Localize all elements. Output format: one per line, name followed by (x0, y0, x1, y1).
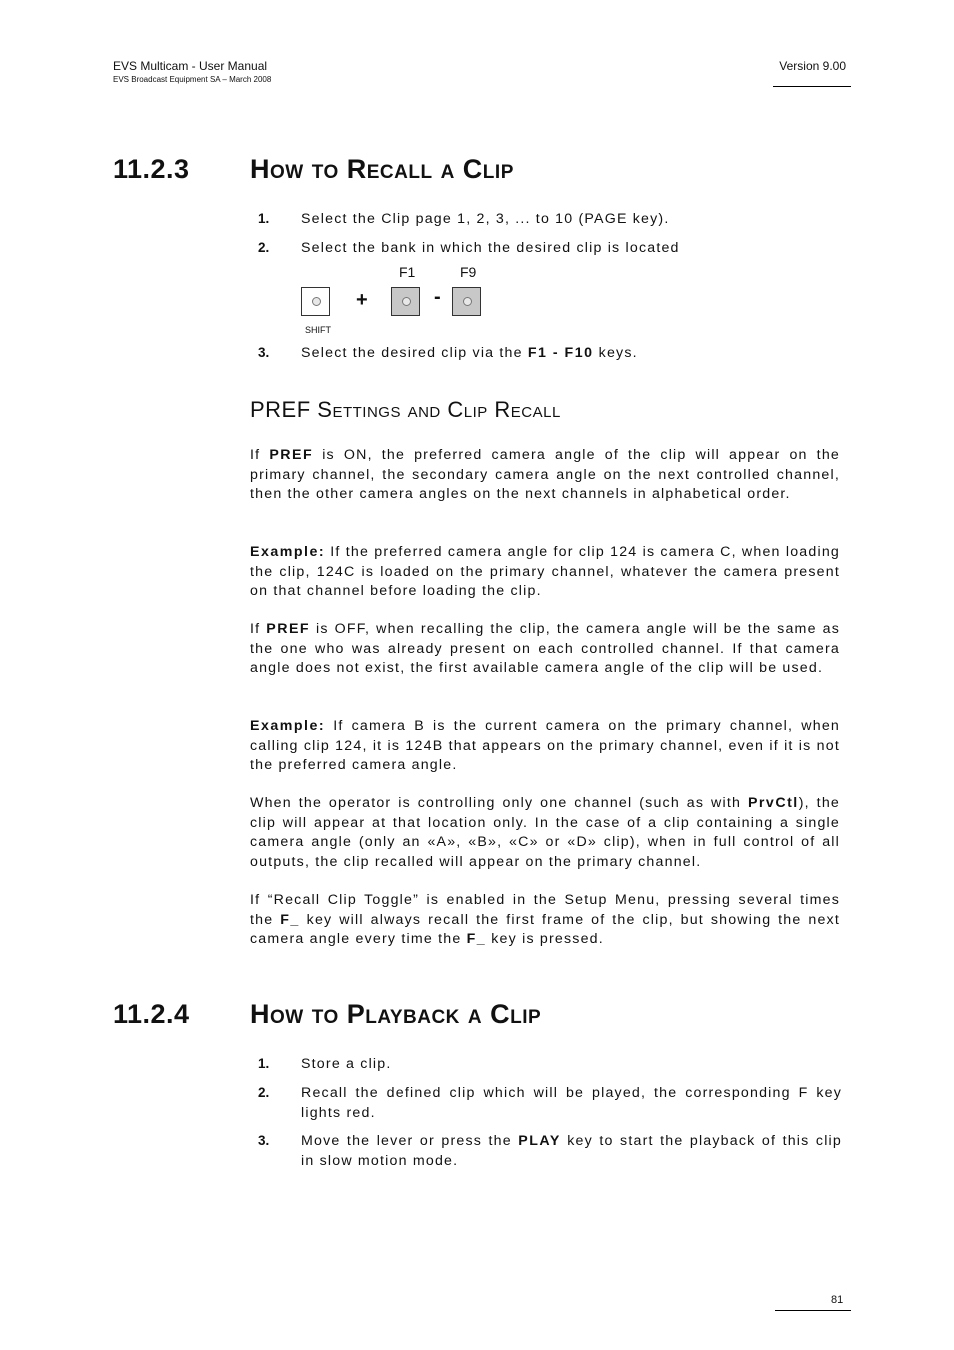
step-text: Select the Clip page 1, 2, 3, ... to 10 (PAGE key). (301, 211, 670, 227)
document-version: Version 9.00 (779, 59, 846, 73)
paragraph: Example: If camera B is the current camera on the primary channel, when calling clip 124, it is 124B that appears on the primary channel, even if it is not the preferred camera angle. (250, 718, 840, 773)
page-number: 81 (831, 1294, 844, 1306)
paragraph: If “Recall Clip Toggle” is enabled in the Setup Menu, pressing several times the F_ key will always recall the first frame of the clip, but showing the next camera angle every time the F_ key is pressed. (250, 892, 840, 947)
step-number: 3. (258, 1133, 270, 1148)
header-rule (773, 86, 851, 87)
paragraph: If PREF is ON, the preferred camera angle of the clip will appear on the primary channel, the secondary camera angle on the next controlled channel, then the other camera angles on the next channels in alphabetical order. (250, 447, 840, 502)
section-title: How to Recall a Clip (250, 154, 514, 184)
plus-sign: + (356, 289, 368, 311)
key-combination-diagram (301, 264, 491, 340)
minus-sign: - (434, 286, 441, 308)
shift-key-label: SHIFT (305, 325, 331, 335)
step-number: 2. (258, 240, 270, 255)
step-text: Store a clip. (301, 1056, 392, 1072)
footer-rule (775, 1310, 851, 1311)
step-number: 2. (258, 1085, 270, 1100)
paragraph: If PREF is OFF, when recalling the clip, the camera angle will be the same as the one who was already present on each controlled channel. If that camera angle does not exist, the first available camera angle of the clip will be used. (250, 621, 840, 676)
document-subtitle: EVS Broadcast Equipment SA – March 2008 (113, 75, 272, 84)
step-text: Recall the defined clip which will be played, the corresponding F key lights red. (301, 1085, 842, 1121)
led-icon (312, 297, 321, 306)
paragraph: Example: If the preferred camera angle for clip 124 is camera C, when loading the clip, 124C is loaded on the primary channel, whatever the camera present on that channel before loading the clip. (250, 544, 840, 599)
step-number: 3. (258, 345, 270, 360)
step-text: Select the bank in which the desired clip is located (301, 240, 680, 256)
document-title: EVS Multicam - User Manual (113, 59, 268, 73)
subsection-title: PREF Settings and Clip Recall (250, 397, 561, 422)
f1-key (391, 287, 420, 316)
shift-key (301, 287, 330, 316)
section-number: 11.2.4 (113, 999, 190, 1029)
f9-key-label: F9 (460, 264, 477, 280)
led-icon (463, 297, 472, 306)
section-number: 11.2.3 (113, 154, 190, 184)
section-title: How to Playback a Clip (250, 999, 542, 1029)
step-text: Select the desired clip via the F1 - F10 keys. (301, 345, 638, 361)
f1-key-label: F1 (399, 264, 416, 280)
led-icon (402, 297, 411, 306)
f9-key (452, 287, 481, 316)
step-text: Move the lever or press the PLAY key to start the playback of this clip in slow motion mode. (301, 1133, 842, 1169)
step-number: 1. (258, 211, 270, 226)
step-number: 1. (258, 1056, 270, 1071)
paragraph: When the operator is controlling only one channel (such as with PrvCtl), the clip will appear at that location only. In the case of a clip containing a single camera angle (only an «A», «B», «C» or «D» clip), when in full control of all outputs, the clip recalled will appear on the primary channel. (250, 795, 841, 870)
